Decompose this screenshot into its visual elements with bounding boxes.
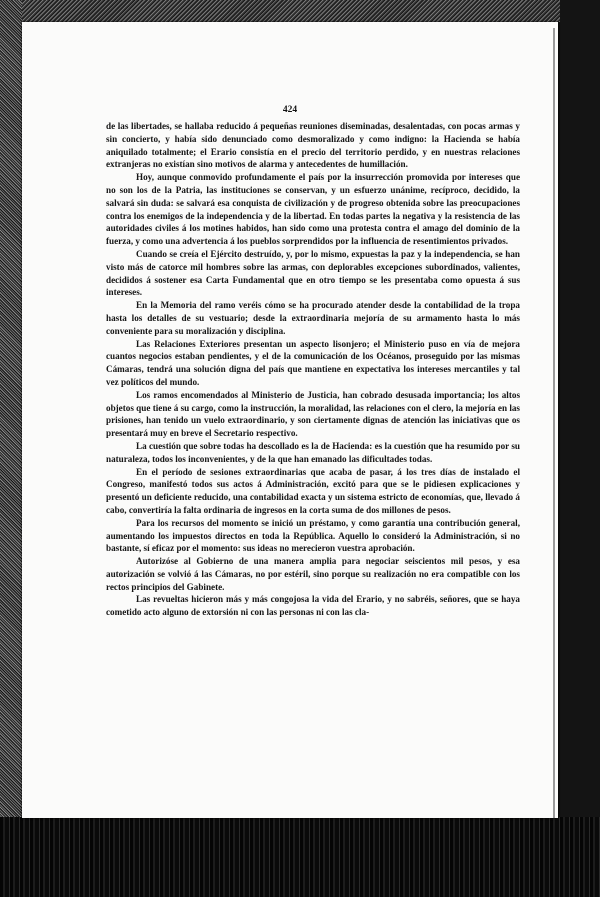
paragraph: Las Relaciones Exteriores presentan un aspecto lisonjero; el Ministerio puso en vía de mejora cuantos negocios estaban pendientes, y el de la comunicación de los Océanos, proseguido por las mismas Cámaras, tendrá una solución digna del país que mantiene en expectativa los intereses mercantiles y tal vez políticos del mundo. xyxy=(106,338,520,387)
page-edge-line xyxy=(553,28,555,818)
paragraph: Los ramos encomendados al Ministerio de Justicia, han cobrado desusada importancia; los altos objetos que tiene á su cargo, como la instrucción, la moralidad, las relaciones con el clero, la mejoría en las prisiones, han tenido un vuelo extraordinario, y son ciertamente dignas de atención las iniciativas que os presentará muy en breve el Secretario respectivo. xyxy=(106,389,520,439)
paragraph: Cuando se creía el Ejército destruído, y, por lo mismo, expuestas la paz y la independencia, se han visto más de catorce mil hombres sobre las armas, con deplorables excepciones subordinados, valientes, decididos á sostener esa Carta Fundamental que en otro tiempo se les presentaba como opuesta á sus intereses. xyxy=(106,248,520,298)
scan-border-left xyxy=(0,0,22,897)
paragraph: La cuestión que sobre todas ha descollado es la de Hacienda: es la cuestión que ha resumido por su naturaleza, todos los inconvenientes, y de la que han emanado las dificultades todas. xyxy=(106,440,520,464)
scan-border-bottom xyxy=(0,817,600,897)
scan-border-top xyxy=(0,0,600,22)
paragraph: Para los recursos del momento se inició un préstamo, y como garantía una contribución general, aumentando los impuestos directos en toda la República. Aquello lo consideró la Administración, si no bastante, sí eficaz por el momento: sus ideas no merecieron vuestra aprobación. xyxy=(106,517,520,554)
paragraph: En el período de sesiones extraordinarias que acaba de pasar, á los tres días de instalado el Congreso, manifestó todos sus actos á Administración, excitó para que se le pidiesen explicaciones y presentó un deficiente reducido, una contabilidad exacta y un sistema estricto de economías, que, llevado á cabo, convertiría la falta ordinaria de ingresos en la corta suma de dos millones de pesos. xyxy=(106,466,520,515)
paragraph: de las libertades, se hallaba reducido á pequeñas reuniones diseminadas, desalentadas, con pocas armas y sin concierto, y había sido denunciado como desmoralizado y como indigno: la Hacienda se había aniquilado totalmente; el Erario consistía en el precio del territorio perdido, y en nuestras relaciones extranjeras no existían sino motivos de alarma y antecedentes de humillación. xyxy=(106,121,520,170)
paragraph: Las revueltas hicieron más y más congojosa la vida del Erario, y no sabréis, señores, que se haya cometido acto alguno de extorsión ni con las personas ni con las cla- xyxy=(106,594,520,618)
page-number: 424 xyxy=(282,105,298,115)
document-page xyxy=(22,22,558,818)
scan-border-right xyxy=(560,0,600,897)
paragraph: Hoy, aunque conmovido profundamente el país por la insurrección promovida por intereses que no son los de la Patria, las instituciones se conservan, y un esfuerzo unánime, recíproco, decidido, la salvará sin duda: se salvará esa conquista de civilización y de progreso obtenida sobre las preocupaciones contra los enemigos de la independencia y de la libertad. En todas partes la negativa y la resistencia de las autoridades civiles á los motines habidos, han sido como una protesta contra el amago del dominio de la fuerza, y como una advertencia á los pueblos sorprendidos por la influencia de resentimientos privados. xyxy=(106,172,520,247)
paragraph: Autorizóse al Gobierno de una manera amplia para negociar seiscientos mil pesos, y esa autorización se volvió á las Cámaras, no por estéril, sino porque su realización no era compatible con los rectos principios del Gabinete. xyxy=(106,556,520,592)
paragraph: En la Memoria del ramo veréis cómo se ha procurado atender desde la contabilidad de la tropa hasta los detalles de su vestuario; desde la extraordinaria mejoría de su armamento hasta lo más conveniente para su moralización y disciplina. xyxy=(106,300,520,336)
body-text xyxy=(106,120,520,619)
